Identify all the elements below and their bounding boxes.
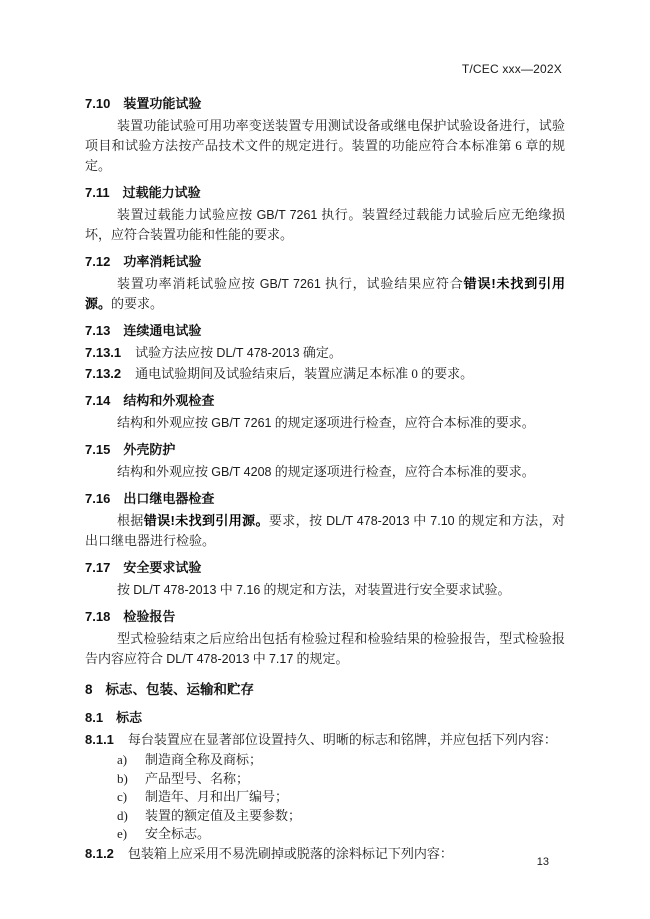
heading-title: 结构和外观检查 (123, 393, 215, 408)
heading-title: 出口继电器检查 (123, 491, 215, 506)
text-run: GB/T 4208 (211, 465, 272, 479)
text-run: 结构和外观应按 (117, 415, 212, 430)
text-run: 通电试验期间及试验结束后，装置应满足本标准 0 的要求。 (135, 366, 474, 381)
page-header (462, 62, 562, 76)
heading-number: 8 (85, 682, 93, 697)
heading-title: 连续通电试验 (123, 323, 202, 338)
heading-title: 装置功能试验 (123, 96, 202, 111)
paragraph (85, 580, 565, 600)
text-run: 根据 (117, 513, 144, 528)
clause-number: 8.1.1 (85, 732, 114, 747)
list-item-marker: a) (117, 752, 128, 767)
text-run: DL/T 478-2013 (216, 346, 300, 360)
list-item-marker: e) (117, 826, 128, 841)
heading-number: 7.18 (85, 609, 111, 624)
heading-number: 8.1 (85, 710, 104, 725)
heading-title: 外壳防护 (123, 442, 176, 457)
heading-number: 7.17 (85, 560, 111, 575)
document-content (85, 87, 565, 865)
list-item-d (85, 807, 565, 826)
text-run: 7.17 (268, 652, 294, 666)
paragraph (85, 462, 565, 482)
page-number: 13 (536, 856, 549, 868)
text-run: 每台装置应在显著部位设置持久、明晰的标志和铭牌，并应包括下列内容： (127, 732, 557, 747)
text-run: 的要求。 (111, 296, 164, 311)
list-item-marker: c) (117, 789, 128, 804)
text-run: 装置过载能力试验应按 (117, 207, 257, 222)
page-footer (537, 856, 549, 868)
heading-title: 标志 (116, 710, 143, 725)
text-run: 确定。 (299, 345, 342, 360)
paragraph (85, 274, 565, 314)
text-run: 型式检验结束之后应给出包括有检验过程和检验结果的检验报告，型式检验报告内容应符合 (85, 631, 565, 666)
heading-number: 7.13 (85, 323, 111, 338)
clause-number: 7.13.1 (85, 345, 122, 360)
paragraph (85, 116, 565, 176)
paragraph (85, 413, 565, 433)
numbered-clause-7.13.2 (85, 364, 565, 384)
heading-number: 7.12 (85, 254, 111, 269)
clause-heading-7.18 (85, 608, 565, 625)
heading-title: 安全要求试验 (123, 560, 202, 575)
text-run: 中 (249, 651, 269, 666)
paragraph (85, 511, 565, 551)
text-run: DL/T 478-2013 (326, 514, 410, 528)
list-item-b (85, 770, 565, 789)
text-run: 按 (117, 582, 134, 597)
clause-number: 8.1.2 (85, 845, 114, 861)
text-run: 制造商全称及商标； (145, 752, 263, 767)
text-run: 的规定逐项进行检查，应符合本标准的要求。 (271, 415, 535, 430)
text-run: 的规定。 (293, 651, 349, 666)
text-run: GB/T 7261 (211, 416, 272, 430)
heading-number: 7.10 (85, 96, 111, 111)
text-run: 结构和外观应按 (117, 464, 212, 479)
clause-heading-7.11 (85, 184, 565, 201)
heading-title: 检验报告 (123, 609, 176, 624)
text-run: 7.10 (430, 514, 455, 528)
section-heading-8.1 (85, 709, 565, 726)
clause-heading-7.16 (85, 490, 565, 507)
list-item-marker: b) (117, 770, 128, 786)
clause-heading-7.13 (85, 322, 565, 339)
text-run: 的规定和方法，对装置进行安全要求试验。 (260, 582, 511, 597)
text-run: 7.16 (235, 583, 261, 597)
text-run: 的规定逐项进行检查，应符合本标准的要求。 (271, 464, 535, 479)
paragraph (85, 205, 565, 245)
text-run: 试验方法应按 (135, 345, 217, 360)
clause-heading-7.14 (85, 392, 565, 409)
heading-title: 过载能力试验 (122, 185, 201, 200)
text-run: DL/T 478-2013 (133, 583, 217, 597)
heading-number: 7.11 (85, 185, 110, 200)
text-run: GB/T 7261 (259, 277, 321, 291)
text-run: 要求，按 (268, 513, 327, 528)
text-run: 装置功能试验可用功率变送装置专用测试设备或继电保护试验设备进行，试验项目和试验方法按产品技术文件的规定进行。装置的功能应符合本标准第 6 章的规定。 (85, 118, 565, 173)
text-run: 中 (409, 513, 431, 528)
text-run: 中 (216, 582, 236, 597)
text-run: DL/T 478-2013 (166, 652, 250, 666)
document-code: T/CEC xxx—202X (461, 62, 562, 76)
list-item-c (85, 788, 565, 807)
heading-number: 7.16 (85, 491, 111, 506)
numbered-clause-7.13.1 (85, 343, 565, 363)
list-item-e (85, 825, 565, 844)
text-run: GB/T 7261 (256, 208, 318, 222)
text-run: 装置的额定值及主要参数； (145, 807, 302, 823)
text-run: 包装箱上应采用不易洗刷掉或脱落的涂料标记下列内容： (127, 845, 453, 861)
list-item-marker: d) (117, 807, 128, 823)
text-run: 执行，试验结果应符合 (320, 276, 464, 291)
clause-heading-7.15 (85, 441, 565, 458)
error-reference-text: 错误!未找到引用源。 (143, 513, 269, 528)
heading-title: 功率消耗试验 (123, 254, 202, 269)
text-run: 产品型号、名称； (145, 770, 250, 786)
clause-heading-7.12 (85, 253, 565, 270)
text-run: 制造年、月和出厂编号； (145, 789, 289, 804)
heading-number: 7.14 (85, 393, 111, 408)
list-item-a (85, 751, 565, 770)
heading-number: 7.15 (85, 442, 111, 457)
numbered-clause-8.1.2 (85, 844, 565, 864)
clause-heading-7.10 (85, 95, 565, 112)
chapter-heading-8 (85, 681, 565, 699)
error-reference-text: 错误!未找到引用源。 (85, 276, 565, 311)
clause-heading-7.17 (85, 559, 565, 576)
heading-title: 标志、包装、运输和贮存 (105, 682, 255, 697)
text-run: 安全标志。 (145, 826, 211, 841)
paragraph (85, 629, 565, 669)
numbered-clause-8.1.1 (85, 730, 565, 750)
text-run: 装置功率消耗试验应按 (117, 276, 260, 291)
text-run: 执行。装置经过载能力试验后应无绝缘损坏，应符合装置功能和性能的要求。 (85, 207, 565, 242)
text-run: 的规定和方法，对出口继电器进行检验。 (85, 513, 565, 548)
clause-number: 7.13.2 (85, 366, 122, 381)
